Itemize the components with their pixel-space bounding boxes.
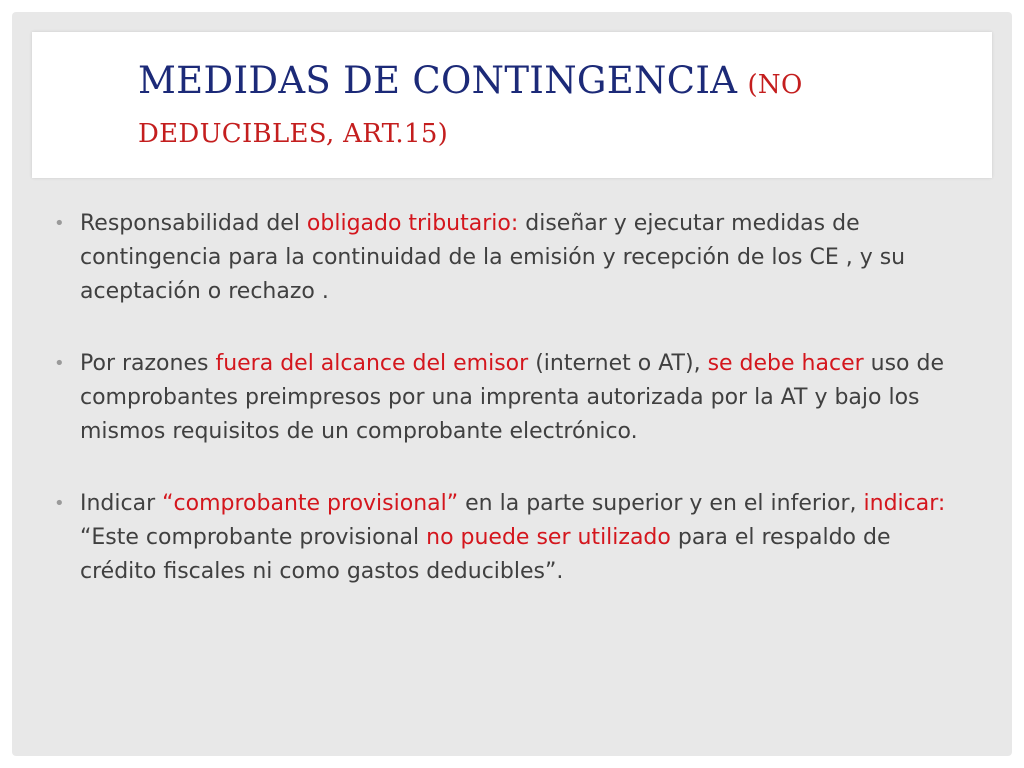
bullet-segment: diseñar y ejecutar medidas de contingencia para la continuidad de la emisión y recepción de los CE , y su aceptación o rechazo . (80, 211, 906, 304)
bullet-segment: (internet o AT), (528, 351, 708, 376)
bullet-segment-highlight: no puede ser utilizado (426, 525, 671, 550)
bullet-segment: uso de comprobantes preimpresos por una imprenta autorizada por la AT y bajo los mismos requisitos de un comprobante electrónico. (80, 351, 945, 444)
bullet-text-1 (80, 211, 905, 304)
bullet-segment: en la parte superior y en el inferior, (458, 491, 864, 516)
bullet-item-2 (54, 347, 964, 449)
bullet-segment-highlight: obligado tributario: (306, 211, 519, 236)
bullet-segment: para el respaldo de crédito fiscales ni como gastos deducibles”. (80, 525, 891, 584)
title-parenthetical: (NO DEDUCIBLES, ART.15) (138, 70, 803, 149)
title-box (32, 32, 992, 178)
bullet-dot-icon: • (54, 493, 65, 514)
bullet-item-1 (54, 207, 964, 309)
bullet-segment: “Este comprobante provisional (80, 525, 427, 550)
slide-title (138, 58, 938, 157)
bullet-dot-icon: • (54, 213, 65, 234)
bullet-text-3 (80, 491, 945, 584)
bullet-segment: Responsabilidad del (80, 211, 307, 236)
title-main: MEDIDAS DE CONTINGENCIA (138, 59, 738, 102)
bullet-segment: Por razones (80, 351, 216, 376)
bullet-dot-icon: • (54, 353, 65, 374)
bullet-segment-highlight: fuera del alcance del emisor (215, 351, 529, 376)
bullet-segment-highlight: se debe hacer (707, 351, 864, 376)
bullet-segment-highlight: indicar: (863, 491, 946, 516)
bullet-list (54, 207, 964, 627)
bullet-segment-highlight: “comprobante provisional” (162, 491, 459, 516)
bullet-item-3 (54, 487, 964, 589)
slide (12, 12, 1012, 756)
bullet-text-2 (80, 351, 944, 444)
bullet-segment: Indicar (80, 491, 163, 516)
